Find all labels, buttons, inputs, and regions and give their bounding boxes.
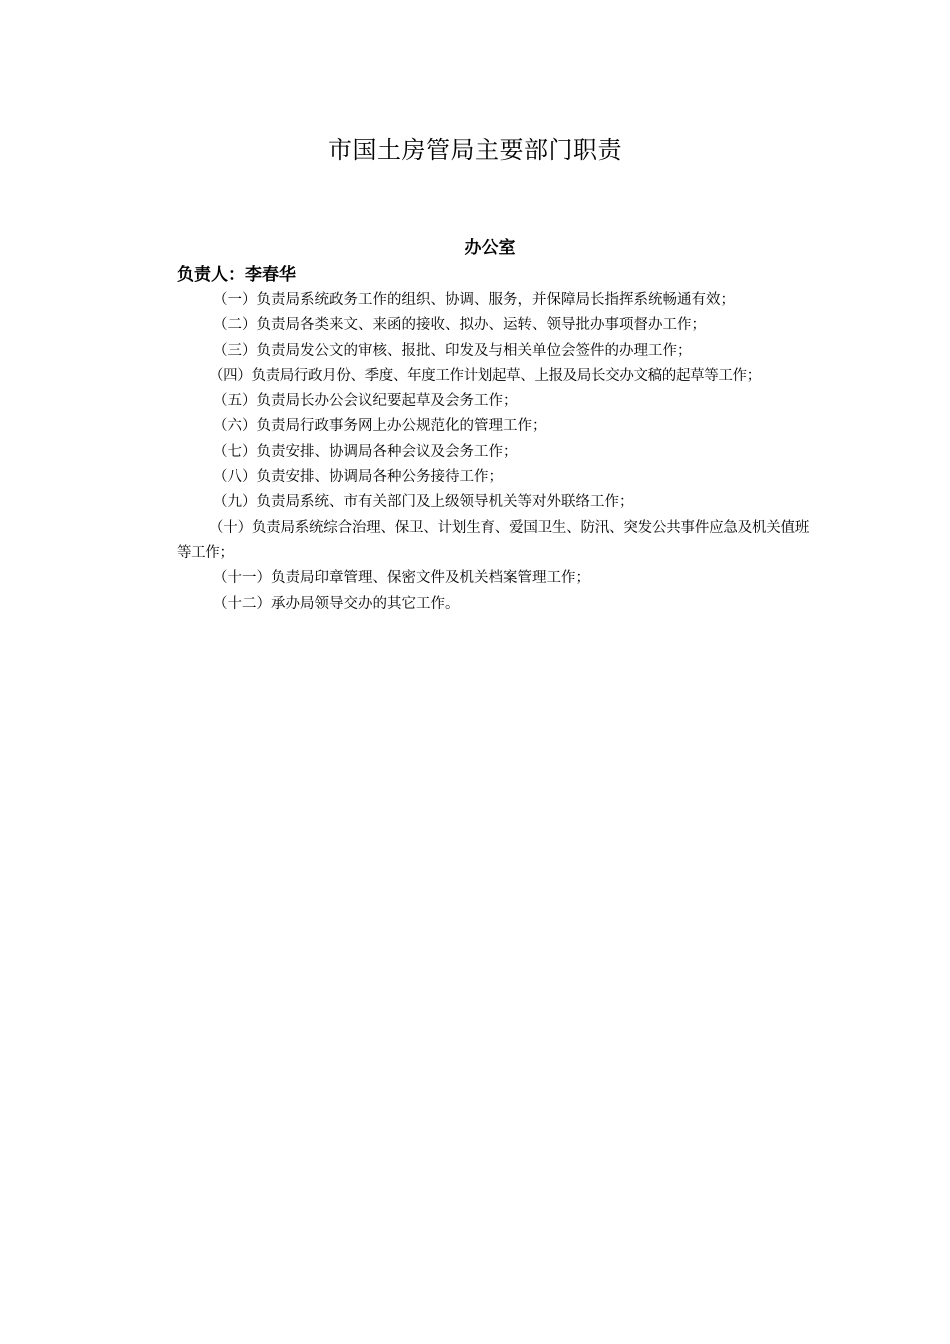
duty-item: （十二）承办局领导交办的其它工作。 — [213, 595, 460, 612]
duty-item: （二）负责局各类来文、来函的接收、拟办、运转、领导批办事项督办工作； — [213, 317, 706, 334]
duty-item: （八）负责安排、协调局各种公务接待工作； — [213, 469, 503, 486]
document-title: 市国土房管局主要部门职责 — [328, 136, 622, 164]
duty-item: （七）负责安排、协调局各种会议及会务工作； — [213, 443, 518, 460]
duties-list — [177, 288, 809, 617]
duty-item: （三）负责局发公文的审核、报批、印发及与相关单位会签件的办理工作； — [213, 342, 692, 359]
section-heading: 办公室 — [464, 238, 516, 258]
duty-item: （六）负责局行政事务网上办公规范化的管理工作； — [213, 418, 547, 435]
responsible-name: 李春华 — [245, 265, 296, 285]
duty-item: （九）负责局系统、市有关部门及上级领导机关等对外联络工作； — [213, 494, 634, 511]
duty-item: （五）负责局长办公会议纪要起草及会务工作； — [213, 393, 518, 410]
duty-item: （四）负责局行政月份、季度、年度工作计划起草、上报及局长交办文稿的起草等工作； — [209, 367, 761, 384]
duty-item: （一）负责局系统政务工作的组织、协调、服务，并保障局长指挥系统畅通有效； — [213, 292, 735, 308]
responsible-label: 负责人： — [177, 265, 245, 285]
responsible-person — [177, 263, 296, 287]
duty-item: （十一）负责局印章管理、保密文件及机关档案管理工作； — [213, 570, 590, 587]
duty-item: （十）负责局系统综合治理、保卫、计划生育、爱国卫生、防汛、突发公共事件应急及机关值班等工作； — [177, 519, 809, 561]
